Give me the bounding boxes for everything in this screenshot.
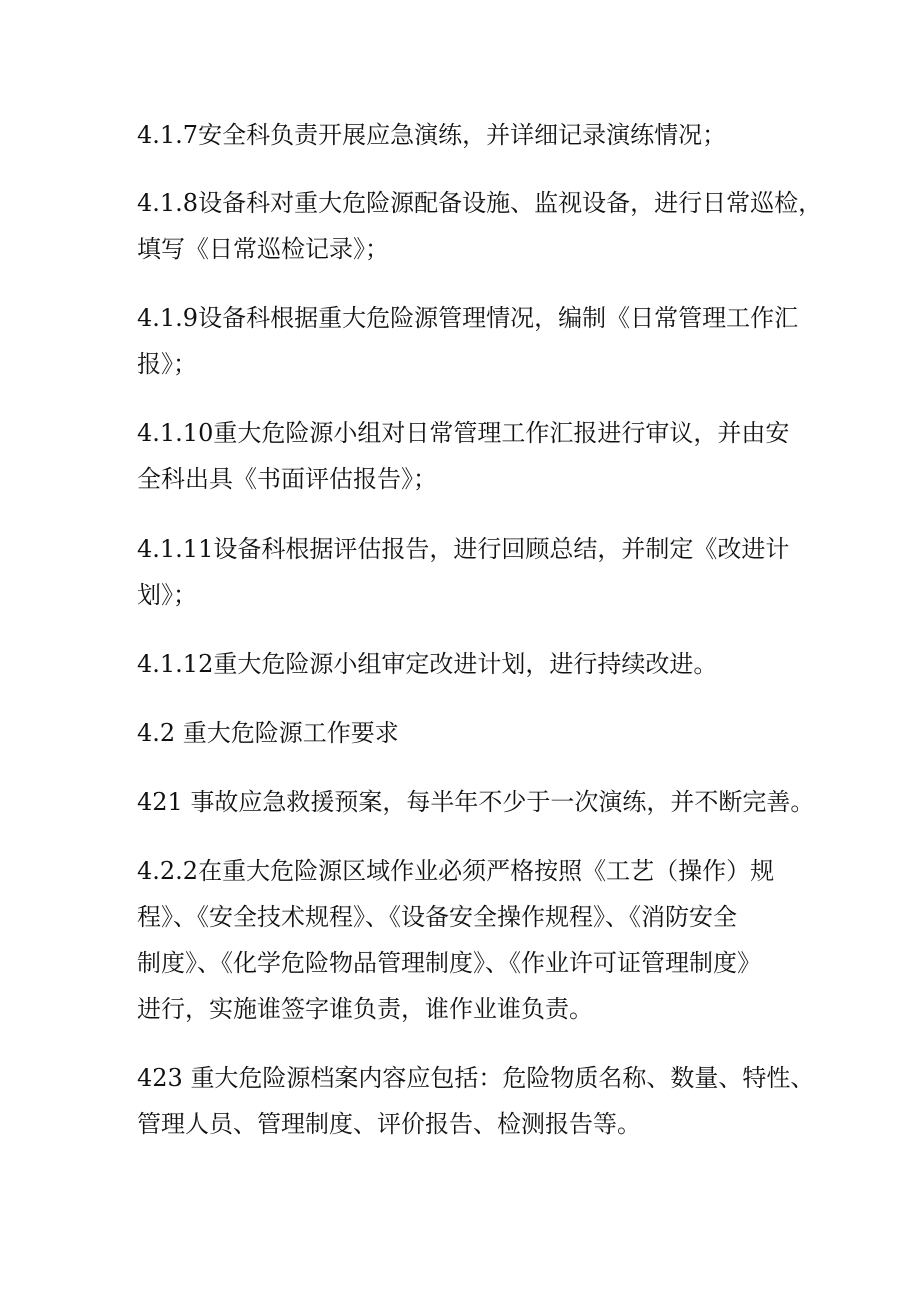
paragraph-line: 进行，实施谁签字谁负责，谁作业谁负责。	[137, 995, 593, 1023]
paragraph-line: 4.1.7安全科负责开展应急演练，并详细记录演练情况；	[137, 121, 727, 149]
paragraph-line: 划》；	[137, 581, 197, 609]
paragraph-line: 程》、《安全技术规程》、《设备安全操作规程》、《消防安全	[137, 903, 737, 931]
paragraph-line: 填写《日常巡检记录》；	[137, 235, 389, 263]
paragraph-line: 4.1.12重大危险源小组审定改进计划，进行持续改进。	[137, 650, 718, 678]
paragraph-4-1-12	[137, 641, 812, 687]
paragraph-line: 4.1.8设备科对重大危险源配备设施、监视设备，进行日常巡检，	[137, 189, 823, 217]
paragraph-line: 4.1.10重大危险源小组对日常管理工作汇报进行审议，并由安	[137, 419, 790, 447]
paragraph-line: 423 重大危险源档案内容应包括：危险物质名称、数量、特性、	[137, 1064, 815, 1092]
section-heading: 4.2 重大危险源工作要求	[137, 719, 399, 747]
paragraph-line: 报》；	[137, 350, 197, 378]
paragraph-line: 管理人员、管理制度、评价报告、检测报告等。	[137, 1110, 641, 1138]
paragraph-line: 421 事故应急救援预案，每半年不少于一次演练，并不断完善。	[137, 788, 815, 816]
paragraph-line: 制度》、《化学危险物品管理制度》、《作业许可证管理制度》	[137, 949, 761, 977]
paragraph-4-2-3	[137, 1055, 815, 1147]
paragraph-line: 4.1.11设备科根据评估报告，进行回顾总结，并制定《改进计	[137, 535, 790, 563]
paragraph-4-1-10	[137, 410, 812, 502]
paragraph-4-2-1	[137, 779, 815, 825]
paragraph-line: 4.1.9设备科根据重大危险源管理情况，编制《日常管理工作汇	[137, 304, 799, 332]
paragraph-4-1-11	[137, 526, 812, 618]
paragraph-4-1-9	[137, 295, 812, 387]
section-heading-4-2	[137, 710, 812, 756]
paragraph-4-2-2	[137, 848, 812, 1032]
paragraph-4-1-8	[137, 180, 823, 272]
paragraph-line: 全科出具《书面评估报告》；	[137, 465, 437, 493]
paragraph-4-1-7	[137, 112, 812, 158]
paragraph-line: 4.2.2在重大危险源区域作业必须严格按照《工艺（操作）规	[137, 857, 775, 885]
